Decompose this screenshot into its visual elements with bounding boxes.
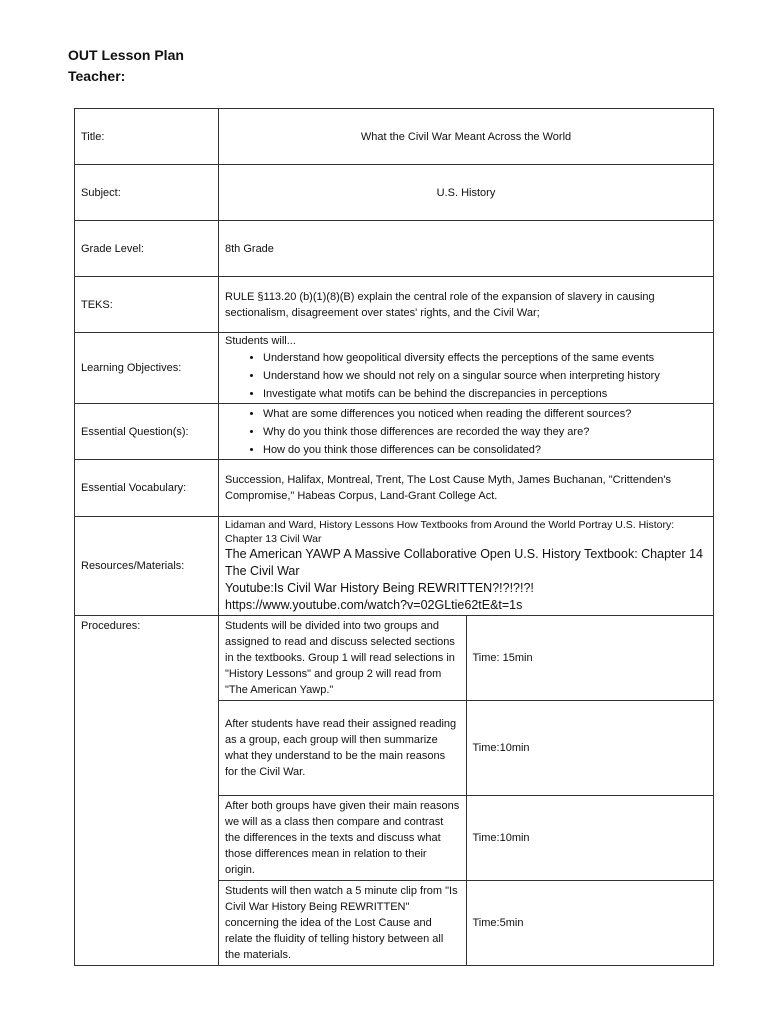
title-label: Title: [75,109,219,165]
vocabulary-value: Succession, Halifax, Montreal, Trent, The Lost Cause Myth, James Buchanan, "Crittenden's Compromise," Habeas Corpus, Land-Grant College Act. [219,460,714,517]
procedure-step-text: After both groups have given their main reasons we will as a class then compare and contrast the differences in the texts and discuss what those differences mean in relation to their origin. [219,796,467,881]
procedure-step-text: Students will be divided into two groups and assigned to read and discuss selected sections in the textbooks. Group 1 will read selections in "History Lessons" and group 2 will read from "The American Yawp." [219,616,467,701]
procedure-step-text: Students will then watch a 5 minute clip from "Is Civil War History Being REWRITTEN" concerning the idea of the Lost Cause and relate the fluidity of telling history between all the materials. [219,881,467,966]
objective-item: • Investigate what motifs can be behind the discrepancies in perceptions [263,385,707,403]
questions-row [75,404,714,460]
questions-cell [219,404,714,460]
subject-value: U.S. History [219,165,714,221]
objective-item: • Understand how geopolitical diversity effects the perceptions of the same events [263,349,707,367]
procedures-label: Procedures: [75,616,219,966]
title-row [75,109,714,165]
subject-label: Subject: [75,165,219,221]
lesson-plan-table [74,108,714,966]
teks-label: TEKS: [75,277,219,333]
objectives-row [75,333,714,404]
resource-youtube-title: Youtube:Is Civil War History Being REWRITTEN?!?!?!?! [225,581,534,595]
vocabulary-label: Essential Vocabulary: [75,460,219,517]
vocabulary-row [75,460,714,517]
resource-american-yawp: The American YAWP A Massive Collaborative Open U.S. History Textbook: Chapter 14 The Civil War [225,547,704,578]
objective-item: • Understand how we should not rely on a singular source when interpreting history [263,367,707,385]
objectives-list [225,349,707,403]
teks-row [75,277,714,333]
procedure-step-text: After students have read their assigned reading as a group, each group will then summarize what they understand to be the main reasons for the Civil War. [219,701,467,796]
title-value: What the Civil War Meant Across the World [219,109,714,165]
question-item: • What are some differences you noticed when reading the different sources? [263,405,707,423]
objectives-cell [219,333,714,404]
resources-cell [219,517,714,616]
procedure-step-row [75,616,714,701]
grade-value: 8th Grade [219,221,714,277]
resource-history-lessons: Lidaman and Ward, History Lessons How Textbooks from Around the World Portray U.S. History: Chapter 13 Civil War [225,519,675,545]
question-item: • Why do you think those differences are recorded the way they are? [263,423,707,441]
resources-label: Resources/Materials: [75,517,219,616]
teks-value: RULE §113.20 (b)(1)(8)(B) explain the central role of the expansion of slavery in causing sectionalism, disagreement over states' rights, and the Civil War; [219,277,714,333]
question-item: • How do you think those differences can be consolidated? [263,441,707,459]
procedure-step-time: Time:5min [466,881,714,966]
objectives-label: Learning Objectives: [75,333,219,404]
document-header [68,45,184,87]
subject-row [75,165,714,221]
objectives-intro: Students will... [225,335,296,347]
questions-label: Essential Question(s): [75,404,219,460]
questions-list [225,405,707,459]
lesson-plan-title: OUT Lesson Plan [68,47,184,63]
resources-row [75,517,714,616]
resource-youtube-link[interactable]: https://www.youtube.com/watch?v=02GLtie62tE&t=1s [225,598,523,612]
procedure-step-time: Time:10min [466,701,714,796]
procedure-step-time: Time:10min [466,796,714,881]
grade-row [75,221,714,277]
teacher-label: Teacher: [68,68,126,84]
procedure-step-time: Time: 15min [466,616,714,701]
grade-label: Grade Level: [75,221,219,277]
